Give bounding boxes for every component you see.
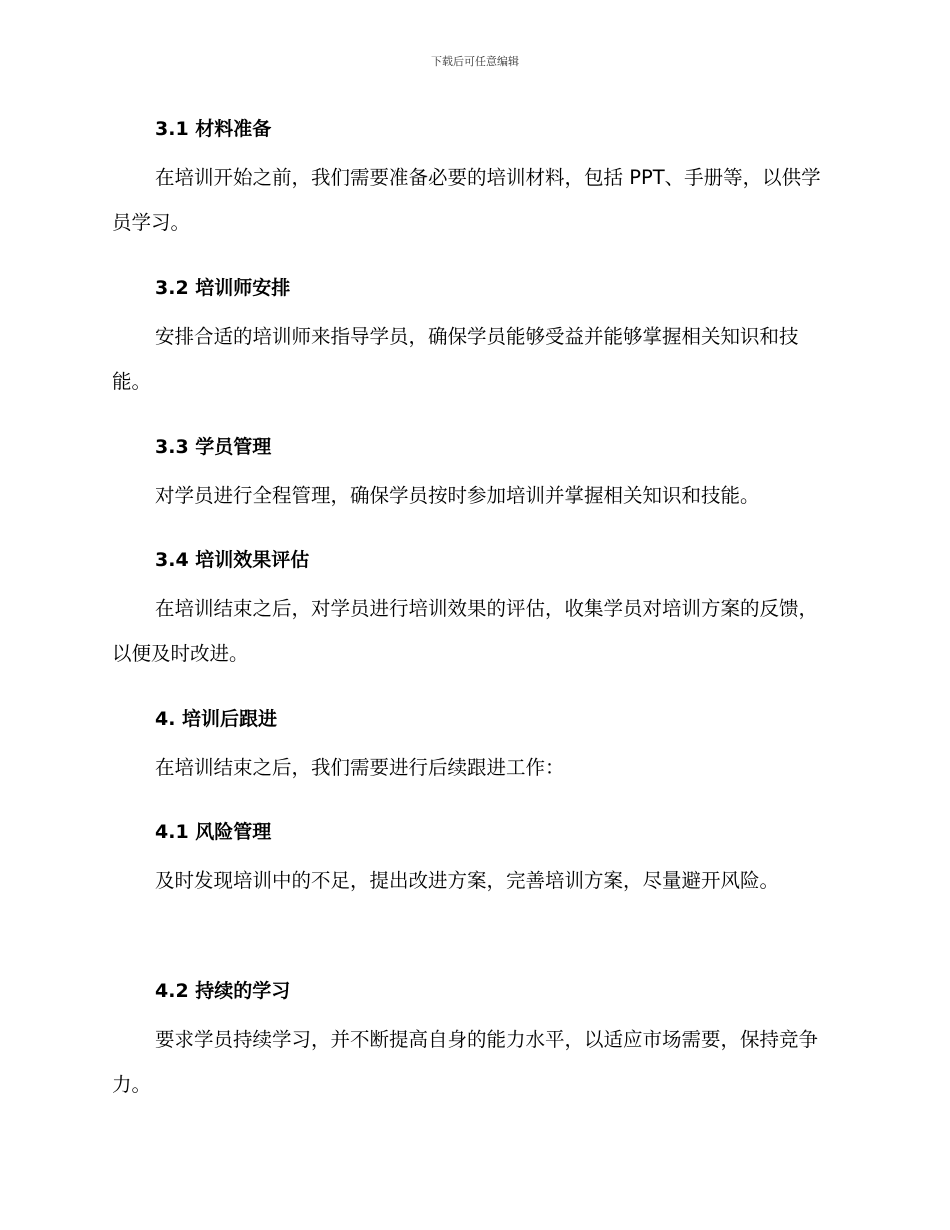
section-heading: 3.1 材料准备 [155,118,272,140]
section-heading: 3.3 学员管理 [155,436,272,458]
section-paragraph: 在培训结束之后，我们需要进行后续跟进工作： [155,756,565,779]
section-paragraph: 安排合适的培训师来指导学员，确保学员能够受益并能够掌握相关知识和技能。 [112,325,799,393]
section-heading: 4. 培训后跟进 [155,708,278,730]
section-paragraph: 要求学员持续学习，并不断提高自身的能力水平，以适应市场需要，保持竞争力。 [112,1028,819,1096]
section-heading: 3.4 培训效果评估 [155,549,310,571]
section-heading: 3.2 培训师安排 [155,277,291,299]
document-body [112,103,836,1124]
page-header: 下载后可任意编辑 [431,55,519,68]
section-heading: 4.1 风险管理 [155,821,272,843]
section-heading: 4.2 持续的学习 [155,980,291,1002]
section-paragraph: 及时发现培训中的不足，提出改进方案，完善培训方案，尽量避开风险。 [155,869,780,892]
section-paragraph: 对学员进行全程管理，确保学员按时参加培训并掌握相关知识和技能。 [155,484,760,507]
section-paragraph: 在培训开始之前，我们需要准备必要的培训材料，包括 PPT、手册等，以供学员学习。 [112,166,821,234]
section-paragraph: 在培训结束之后，对学员进行培训效果的评估，收集学员对培训方案的反馈，以便及时改进。 [112,597,819,665]
